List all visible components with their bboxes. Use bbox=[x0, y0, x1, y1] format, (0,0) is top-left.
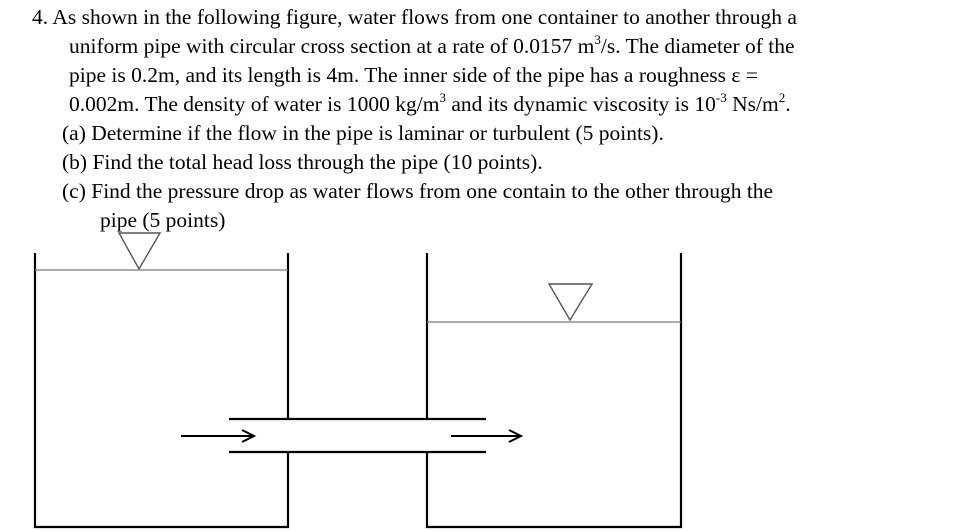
left-water-level-icon bbox=[119, 233, 160, 269]
stem-line-4c: Ns/m bbox=[726, 92, 779, 116]
part-b: (b) Find the total head loss through the pipe (10 points). bbox=[62, 150, 543, 174]
part-c: (c) Find the pressure drop as water flows from one contain to the other through the bbox=[62, 179, 774, 203]
superscript: 2 bbox=[778, 89, 786, 105]
part-c-continued: pipe (5 points) bbox=[100, 208, 226, 232]
stem-line-4a: 0.002m. The density of water is 1000 kg/m bbox=[69, 92, 440, 116]
right-water-level-icon bbox=[549, 284, 592, 320]
superscript: -3 bbox=[715, 89, 727, 105]
problem-number: 4. bbox=[32, 5, 49, 29]
stem-line-4b: and its dynamic viscosity is 10 bbox=[445, 92, 716, 116]
superscript: 3 bbox=[439, 89, 446, 105]
stem-line-2a: uniform pipe with circular cross section at a rate of 0.0157 m bbox=[69, 34, 595, 58]
part-a: (a) Determine if the flow in the pipe is laminar or turbulent (5 points). bbox=[62, 121, 664, 145]
superscript: 3 bbox=[594, 31, 601, 47]
stem-line-4d: . bbox=[785, 92, 791, 116]
stem-line-3: pipe is 0.2m, and its length is 4m. The inner side of the pipe has a roughness ε = bbox=[69, 63, 758, 87]
stem-line-2b: /s. The diameter of the bbox=[600, 34, 795, 58]
stem-line-1: As shown in the following figure, water flows from one container to another through a bbox=[52, 5, 797, 29]
